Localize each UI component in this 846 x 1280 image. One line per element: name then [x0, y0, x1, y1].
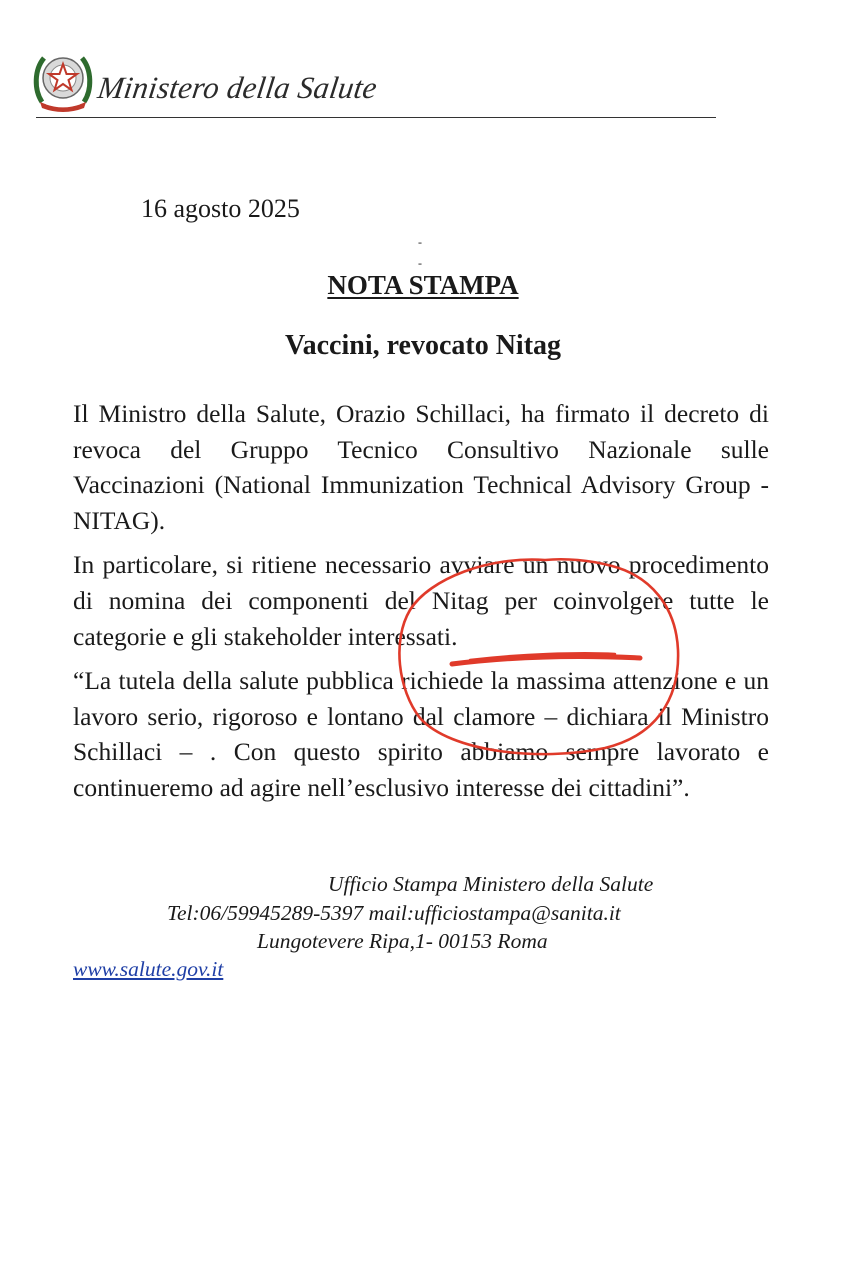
paragraph: In particolare, si ritiene necessario avviare un nuovo procedimento di nomina dei componenti del Nitag per coinvolgere tutte le categorie e gli stakeholder interessati. [73, 550, 769, 651]
press-office-address: Lungotevere Ripa,1- 00153 Roma [257, 929, 548, 953]
press-release-body [73, 396, 769, 815]
header-divider [36, 117, 716, 118]
document-subtitle: Vaccini, revocato Nitag [284, 330, 562, 361]
website-link[interactable]: www.salute.gov.it [73, 957, 224, 981]
document-date: 16 agosto 2025 [141, 194, 300, 223]
italian-republic-emblem [32, 44, 94, 114]
separator-mark: - [418, 235, 422, 249]
separator-mark: - [418, 256, 422, 270]
letterhead [30, 40, 716, 120]
press-office-name: Ufficio Stampa Ministero della Salute [328, 872, 654, 896]
paragraph: Il Ministro della Salute, Orazio Schillaci, ha firmato il decreto di revoca del Gruppo Tecnico Consultivo Nazionale sulle Vaccinazioni (National Immunization Technical Advisory Group - NITAG). [73, 399, 769, 535]
paragraph: “La tutela della salute pubblica richiede la massima attenzione e un lavoro serio, rigoroso e lontano dal clamore – dichiara il Ministro Schillaci – . Con questo spirito abbiamo sempre lavorato e continueremo ad agire nell’esclusivo interesse dei cittadini”. [73, 666, 769, 802]
ministry-name: Ministero della Salute [95, 70, 380, 105]
press-office-contacts: Tel:06/59945289-5397 mail:ufficiostampa@sanita.it [167, 901, 621, 925]
document-title: NOTA STAMPA [327, 270, 519, 300]
